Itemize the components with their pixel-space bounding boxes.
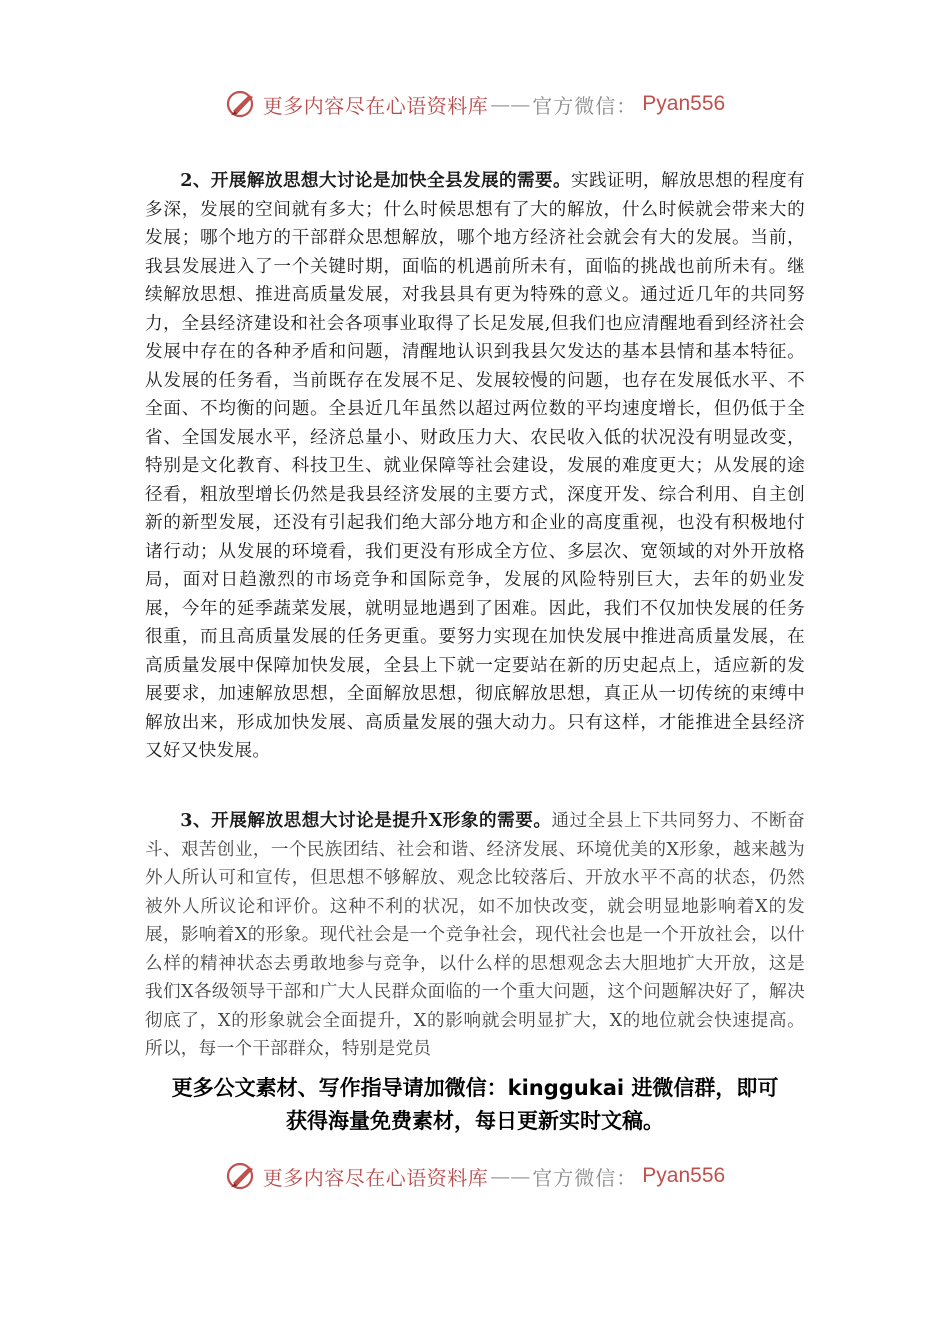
banner-wechat-label: 官方微信 [532, 93, 617, 118]
banner-wechat-label: 官方微信 [532, 1165, 617, 1190]
promo-line-1: 更多公文素材、写作指导请加微信：kinggukai 进微信群，即可 [171, 1076, 779, 1100]
pen-logo-icon [225, 1159, 259, 1193]
paragraph-3-body: 通过全县上下共同努力、不断奋斗、艰苦创业，一个民族团结、社会和谐、经济发展、环境优美的X形象，越来越为外人所认可和宣传，但思想不够解放、观念比较落后、开放水平不高的状态，仍然被外人所议论和评价。这种不利的状况，如不加快改变，就会明显地影响着X的发展，影响着X的形象。现代社会是一个竞争社会，现代社会也是一个开放社会，以什么样的精神状态去勇敢地参与竞争，以什么样的思想观念去大胆地扩大开放，这是我们X各级领导干部和广大人民群众面临的一个重大问题，这个问题解决好了，解决彻底了，X的形象就会全面提升，X的影响就会明显扩大，X的地位就会快速提高。所以，每一个干部群众，特别是党员 [145, 811, 806, 1059]
banner-colon: ： [616, 93, 637, 118]
paragraph-3 [145, 807, 805, 1064]
banner-wechat-id: Pyan556 [642, 1164, 726, 1187]
banner-text: 更多内容尽在心语资料库 [262, 1165, 489, 1190]
promo-line-2: 获得海量免费素材，每日更新实时文稿。 [286, 1109, 664, 1133]
footer-banner [0, 1156, 950, 1196]
paragraph-3-heading: 3、开展解放思想大讨论是提升X形象的需要。 [180, 810, 552, 831]
banner-wechat-id: Pyan556 [642, 92, 726, 115]
paragraph-2 [145, 167, 805, 766]
paragraph-2-body: 实践证明，解放思想的程度有多深，发展的空间就有多大；什么时候思想有了大的解放，什么时候就会带来大的发展；哪个地方的干部群众思想解放，哪个地方经济社会就会有大的发展。当前，我县发展进入了一个关键时期，面临的机遇前所未有，面临的挑战也前所未有。继续解放思想、推进高质量发展，对我县具有更为特殊的意义。通过近几年的共同努力，全县经济建设和社会各项事业取得了长足发展,但我们也应清醒地看到经济社会发展中存在的各种矛盾和问题，清醒地认识到我县欠发达的基本县情和基本特征。从发展的任务看，当前既存在发展不足、发展较慢的问题，也存在发展低水平、不全面、不均衡的问题。全县近几年虽然以超过两位数的平均速度增长，但仍低于全省、全国发展水平，经济总量小、财政压力大、农民收入低的状况没有明显改变，特别是文化教育、科技卫生、就业保障等社会建设，发展的难度更大；从发展的途径看，粗放型增长仍然是我县经济发展的主要方式，深度开发、综合利用、自主创新的新型发展，还没有引起我们绝大部分地方和企业的高度重视，也没有积极地付诸行动；从发展的环境看，我们更没有形成全方位、多层次、宽领域的对外开放格局，面对日趋激烈的市场竞争和国际竞争，发展的风险特别巨大，去年的奶业发展，今年的延季蔬菜发展，就明显地遇到了困难。因此，我们不仅加快发展的任务很重，而且高质量发展的任务更重。要努力实现在加快发展中推进高质量发展，在高质量发展中保障加快发展，全县上下就一定要站在新的历史起点上，适应新的发展要求，加速解放思想，全面解放思想，彻底解放思想，真正从一切传统的束缚中解放出来，形成加快发展、高质量发展的强大动力。只有这样，才能推进全县经济又好又快发展。 [145, 171, 806, 761]
promo-notice [0, 1072, 950, 1138]
header-banner [0, 84, 950, 124]
paragraph-2-heading: 2、开展解放思想大讨论是加快全县发展的需要。 [180, 170, 572, 191]
banner-separator: —— [490, 1164, 531, 1188]
pen-logo-icon [225, 87, 259, 121]
banner-colon: ： [616, 1165, 637, 1190]
banner-text: 更多内容尽在心语资料库 [262, 93, 489, 118]
banner-separator: —— [490, 92, 531, 116]
